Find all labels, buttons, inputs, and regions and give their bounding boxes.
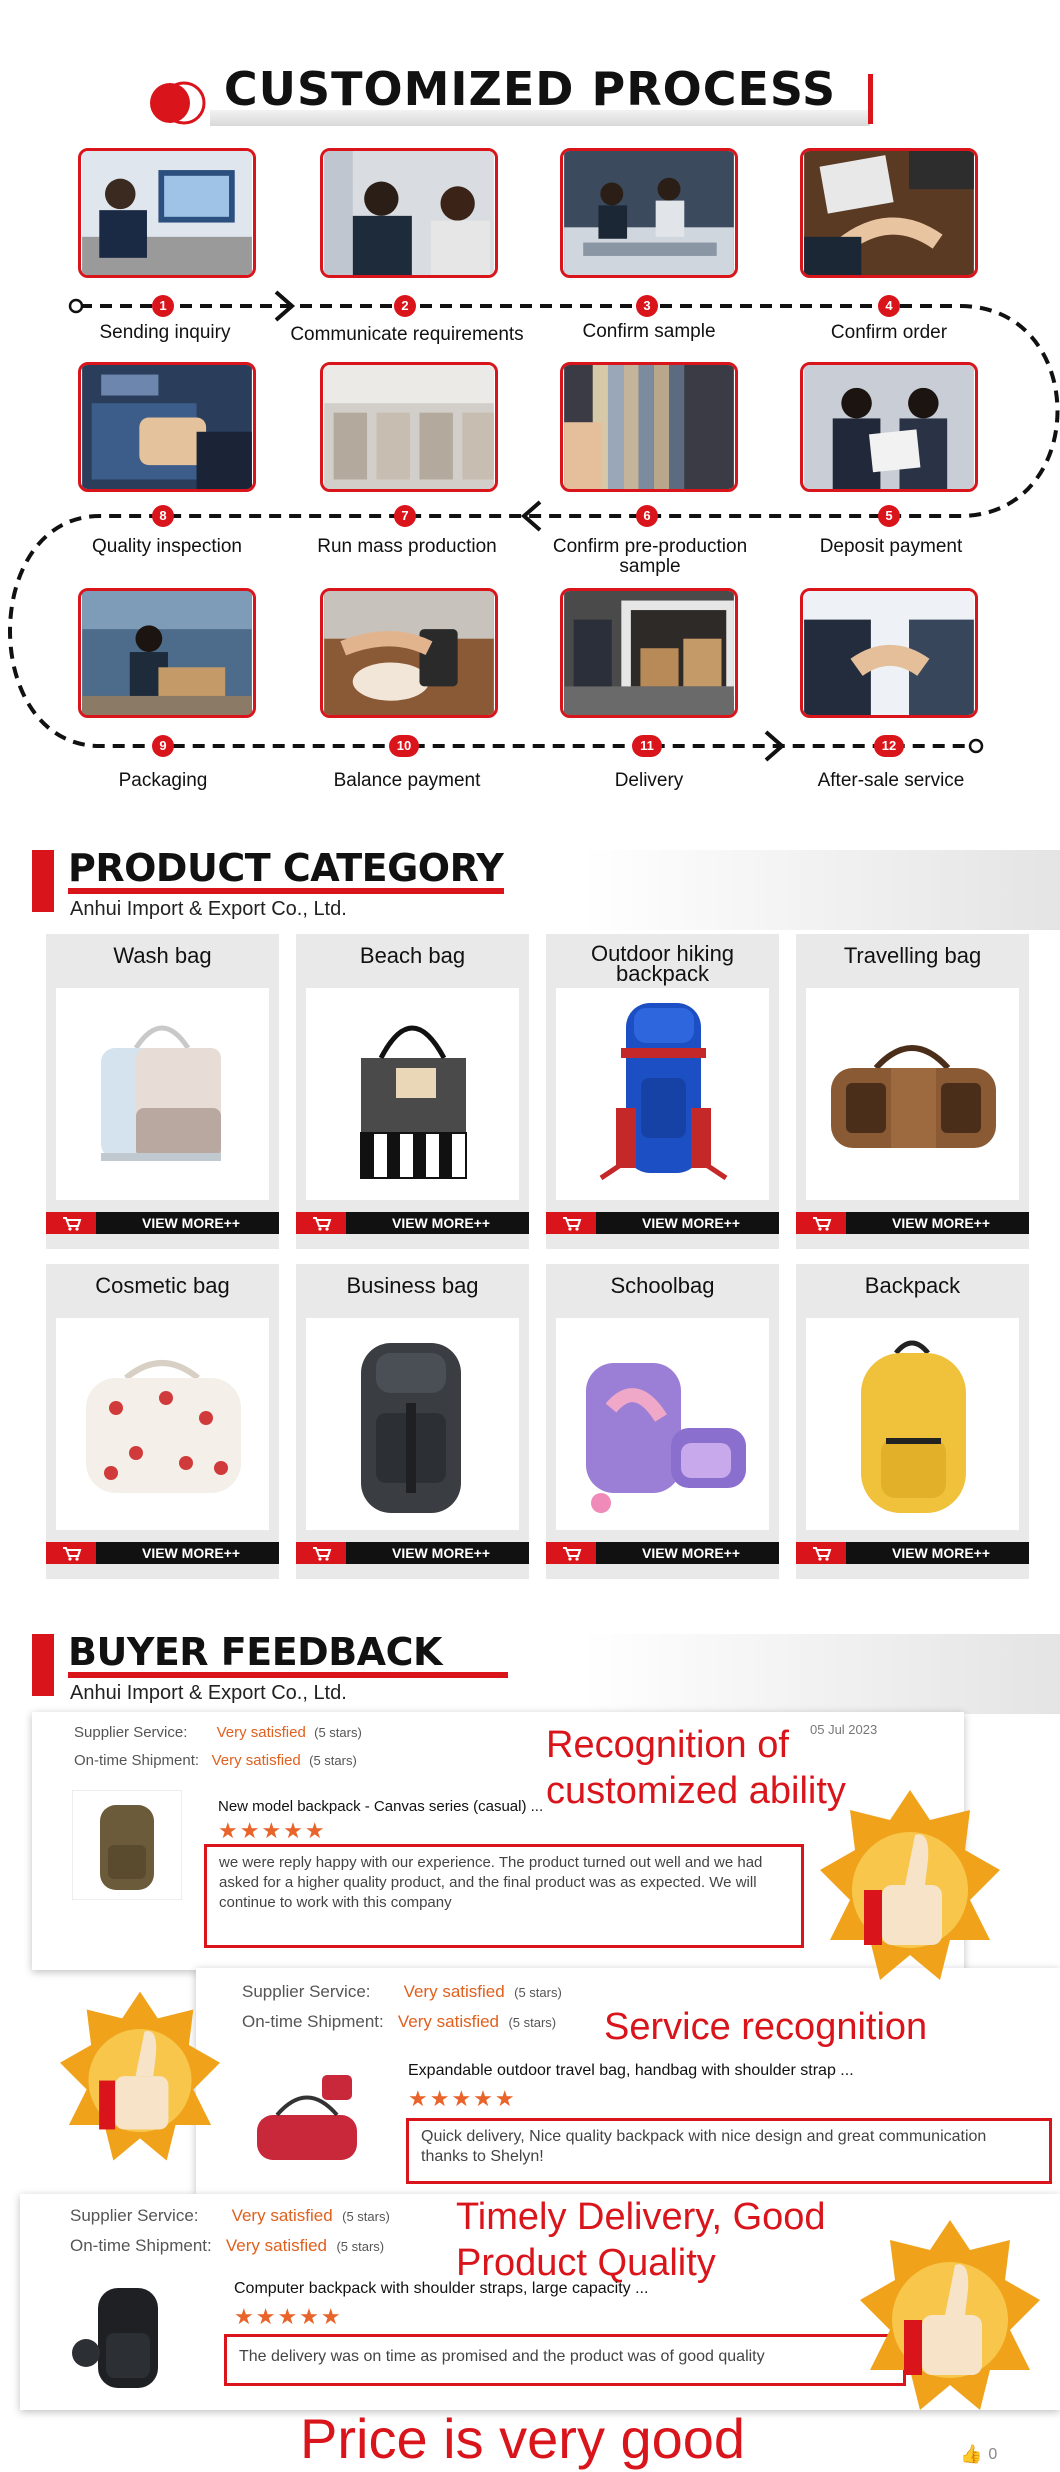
shipment-label: On-time Shipment: <box>242 2012 384 2031</box>
category-name: Outdoor hiking backpack <box>590 941 735 986</box>
step-3-photo <box>560 148 738 278</box>
cart-icon <box>796 1212 846 1234</box>
review-comment-box: The delivery was on time as promised and the product was of good quality <box>224 2334 906 2386</box>
step-7-number: 7 <box>394 505 416 527</box>
step-1-photo <box>78 148 256 278</box>
step-1-label: Sending inquiry <box>99 322 231 343</box>
like-icon: 👍 <box>960 2444 983 2464</box>
step-6-number: 6 <box>636 505 658 527</box>
view-more-button[interactable] <box>296 1212 529 1234</box>
step-3-label: Confirm sample <box>582 321 716 342</box>
step-7-label: Run mass production <box>317 536 497 557</box>
shipment-label: On-time Shipment: <box>70 2236 212 2255</box>
supplier-label: Supplier Service: <box>74 1724 188 1741</box>
rating-value: Very satisfied <box>216 1724 306 1741</box>
travelling-bag-image <box>806 988 1019 1200</box>
cosmetic-bag-image <box>56 1318 269 1530</box>
category-card-beach-bag[interactable] <box>296 934 529 1249</box>
view-more-label: VIEW MORE++ <box>641 1215 741 1231</box>
view-more-button[interactable] <box>796 1212 1029 1234</box>
five-stars: ★★★★★ <box>234 2304 343 2329</box>
supplier-label: Supplier Service: <box>70 2206 199 2225</box>
review-headline: Recognition of customized ability <box>546 1724 846 1812</box>
review-product-title: New model backpack - Canvas series (casual) ... <box>218 1798 544 1815</box>
review-2-product-image <box>242 2060 372 2180</box>
category-card-outdoor-hiking-backpack[interactable] <box>546 934 779 1249</box>
rating-stars: (5 stars) <box>508 2015 557 2030</box>
review-1-product-image <box>72 1790 182 1900</box>
rating-value: Very satisfied <box>231 2206 333 2225</box>
product-category-subtitle: Anhui Import & Export Co., Ltd. <box>70 898 347 920</box>
supplier-service-row <box>242 1982 562 2002</box>
cart-icon <box>46 1212 96 1234</box>
step-4-number: 4 <box>878 295 900 317</box>
cart-icon <box>546 1542 596 1564</box>
view-more-label: VIEW MORE++ <box>641 1545 741 1561</box>
category-card-cosmetic-bag[interactable] <box>46 1264 279 1579</box>
buyer-feedback-header <box>0 1630 1060 1714</box>
step-10-number: 10 <box>389 735 419 757</box>
category-name: Schoolbag <box>610 1273 715 1298</box>
step-8-label: Quality inspection <box>92 536 242 557</box>
rating-value: Very satisfied <box>397 2012 500 2031</box>
step-12-photo <box>800 588 978 718</box>
view-more-label: VIEW MORE++ <box>391 1545 491 1561</box>
step-7-photo <box>320 362 498 492</box>
five-stars: ★★★★★ <box>218 1818 327 1843</box>
cart-icon <box>296 1542 346 1564</box>
rating-value: Very satisfied <box>211 1752 301 1769</box>
review-product-title: Expandable outdoor travel bag, handbag with shoulder strap ... <box>408 2062 854 2079</box>
category-card-backpack[interactable] <box>796 1264 1029 1579</box>
step-3-number: 3 <box>636 295 658 317</box>
shipment-label: On-time Shipment: <box>74 1752 200 1769</box>
review-product-title: Computer backpack with shoulder straps, large capacity ... <box>234 2280 649 2297</box>
buyer-feedback-subtitle: Anhui Import & Export Co., Ltd. <box>70 1682 347 1704</box>
step-10-photo <box>320 588 498 718</box>
step-4-label: Confirm order <box>830 322 948 343</box>
rating-stars: (5 stars) <box>514 1985 562 2000</box>
view-more-label: VIEW MORE++ <box>141 1215 241 1231</box>
view-more-button[interactable] <box>46 1212 279 1234</box>
wash-bag-image <box>56 988 269 1200</box>
step-2-label: Communicate requirements <box>290 324 524 345</box>
view-more-button[interactable] <box>46 1542 279 1564</box>
category-card-schoolbag[interactable] <box>546 1264 779 1579</box>
review-comment-box: we were reply happy with our experience. The product turned out well and we had asked for a higher quality product, and the final product was as expected. We will continue to work with this company <box>204 1844 804 1948</box>
thumbs-up-badge-icon <box>860 2220 1040 2430</box>
view-more-button[interactable] <box>546 1542 779 1564</box>
rating-value: Very satisfied <box>403 1982 505 2001</box>
process-header <box>0 0 1060 140</box>
view-more-label: VIEW MORE++ <box>891 1545 991 1561</box>
five-stars: ★★★★★ <box>408 2086 517 2111</box>
rating-stars: (5 stars) <box>314 1725 362 1740</box>
step-1-number: 1 <box>152 295 174 317</box>
rating-stars: (5 stars) <box>342 2209 390 2224</box>
thumbs-up-badge-icon <box>820 1790 1000 2000</box>
step-9-label: Packaging <box>118 770 208 791</box>
rating-stars: (5 stars) <box>336 2239 385 2254</box>
step-5-number: 5 <box>878 505 900 527</box>
on-time-shipment-row <box>74 1752 357 1769</box>
cart-icon <box>796 1542 846 1564</box>
rating-stars: (5 stars) <box>309 1753 357 1768</box>
view-more-button[interactable] <box>296 1542 529 1564</box>
step-9-photo <box>78 588 256 718</box>
on-time-shipment-row <box>242 2012 556 2032</box>
buyer-feedback-title: BUYER FEEDBACK <box>68 1630 442 1674</box>
process-title: CUSTOMIZED PROCESS <box>223 62 837 116</box>
supplier-service-row <box>74 1724 362 1741</box>
review-headline: Service recognition <box>604 2006 928 2048</box>
step-11-label: Delivery <box>614 770 684 791</box>
view-more-label: VIEW MORE++ <box>141 1545 241 1561</box>
step-6-photo <box>560 362 738 492</box>
category-card-travelling-bag[interactable] <box>796 934 1029 1249</box>
step-5-label: Deposit payment <box>819 536 963 557</box>
category-name: Travelling bag <box>843 943 982 968</box>
step-8-number: 8 <box>152 505 174 527</box>
beach-bag-image <box>306 988 519 1200</box>
view-more-button[interactable] <box>796 1542 1029 1564</box>
hiking-backpack-image <box>556 988 769 1200</box>
step-12-number: 12 <box>874 735 904 757</box>
like-counter[interactable] <box>960 2444 997 2465</box>
view-more-label: VIEW MORE++ <box>891 1215 991 1231</box>
section-accent-bar <box>32 850 54 912</box>
title-accent-line <box>868 74 873 124</box>
category-name: Beach bag <box>359 943 466 968</box>
schoolbag-image <box>556 1318 769 1530</box>
category-name: Business bag <box>346 1273 479 1298</box>
step-8-photo <box>78 362 256 492</box>
backpack-image <box>806 1318 1019 1530</box>
step-12-label: After-sale service <box>817 770 965 791</box>
step-4-photo <box>800 148 978 278</box>
step-10-label: Balance payment <box>333 770 481 791</box>
view-more-label: VIEW MORE++ <box>391 1215 491 1231</box>
rating-value: Very satisfied <box>225 2236 328 2255</box>
like-count: 0 <box>988 2445 998 2463</box>
step-5-photo <box>800 362 978 492</box>
business-bag-image <box>306 1318 519 1530</box>
product-category-title: PRODUCT CATEGORY <box>68 846 504 890</box>
cart-icon <box>46 1542 96 1564</box>
category-card-business-bag[interactable] <box>296 1264 529 1579</box>
step-2-photo <box>320 148 498 278</box>
category-name: Backpack <box>864 1273 961 1298</box>
step-9-number: 9 <box>152 735 174 757</box>
review-comment-box: Quick delivery, Nice quality backpack with nice design and great communication thanks to Shelyn! <box>406 2118 1052 2184</box>
price-headline: Price is very good <box>300 2407 746 2470</box>
view-more-button[interactable] <box>546 1212 779 1234</box>
supplier-service-row <box>70 2206 390 2226</box>
on-time-shipment-row <box>70 2236 384 2256</box>
category-card-wash-bag[interactable] <box>46 934 279 1249</box>
supplier-label: Supplier Service: <box>242 1982 371 2001</box>
section-accent-bar <box>32 1634 54 1696</box>
category-name: Wash bag <box>113 943 212 968</box>
review-card-2 <box>196 1968 1060 2194</box>
review-headline: Timely Delivery, Good Product Quality <box>456 2196 826 2284</box>
thumbs-up-badge-icon <box>60 1990 220 2180</box>
category-name: Cosmetic bag <box>95 1273 230 1298</box>
review-3-product-image <box>66 2278 184 2398</box>
step-11-photo <box>560 588 738 718</box>
step-2-number: 2 <box>394 295 416 317</box>
cart-icon <box>546 1212 596 1234</box>
step-6-label: Confirm pre-production sample <box>552 536 748 577</box>
review-date: 05 Jul 2023 <box>810 1722 878 1737</box>
product-category-header <box>0 846 1060 930</box>
cart-icon <box>296 1212 346 1234</box>
step-11-number: 11 <box>632 735 662 757</box>
